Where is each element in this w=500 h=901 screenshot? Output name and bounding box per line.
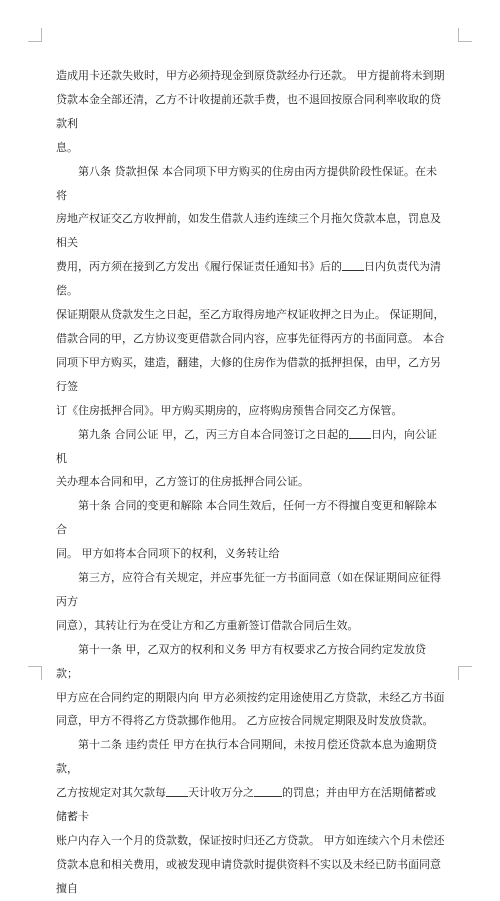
text-line: 房地产权证交乙方收押前，如发生借款人违约连续三个月拖欠贷款本息，罚息及相关 [56,212,441,250]
text-line: 天计收万分之 [188,786,254,800]
fill-in-blank [254,786,282,797]
text-line: 同意，甲方不得将乙方贷款挪作他用。 乙方应按合同规定期限及时发放贷款。 [56,714,434,728]
crop-mark-top-right-h [458,41,472,42]
document-body [56,64,446,901]
text-line: 第十条 合同的变更和解除 本合同生效后，任何一方不得擅自变更和解除本合 [56,499,437,537]
crop-mark-bottom-right-v [458,666,459,680]
text-line: 日内负责代为清偿。 [56,260,441,298]
paragraph-repayment [56,64,446,160]
paragraph-article-12-liability [56,733,446,900]
text-line: 造成用卡还款失败时，甲方必须持现金到原贷款经办行还款。 甲方提前将未到期 [56,69,445,82]
text-line: 保证期限从贷款发生之日起，至乙方取得房地产权证收押之日为止。 保证期间， [56,308,445,322]
text-line: 日内，向公证机 [56,427,437,465]
text-line: 的罚息；并由甲方在活期储蓄或储蓄卡 [56,786,436,824]
text-line: 订《住房抵押合同》。甲方购买期房的，应将购房预售合同交乙方保管。 [56,403,403,417]
crop-mark-top-right-v [458,28,459,42]
paragraph-article-11-rights [56,638,446,734]
text-line: 同。 甲方如将本合同项下的权利，义务转让给 [56,547,280,561]
text-line: 费用，丙方须在接到乙方发出《履行保证责任通知书》后的 [56,260,342,274]
text-line: 同意），其转让行为在受让方和乙方重新签订借款合同后生效。 [56,618,359,632]
fill-in-blank [349,428,371,439]
crop-mark-top-left-v [41,28,42,42]
text-line: 借款合同的甲，乙方协议变更借款合同内容，应事先征得丙方的书面同意。 本合 [56,331,445,345]
text-line: 同项下甲方购买，建造，翻建，大修的住房作为借款的抵押担保，由甲，乙方另行签 [56,355,441,393]
text-line: 账户内存入一个月的贷款数，保证按时归还乙方贷款。 甲方如连续六个月未偿还 [56,834,445,847]
text-line: 贷款本息和相关费用，或被发现申请贷款时提供资料不实以及未经已防书面同意擅自 [56,857,441,895]
crop-mark-top-left-h [28,41,42,42]
paragraph-article-8-guarantee [56,160,446,423]
text-line: 乙方按规定对其欠款每 [56,786,166,800]
text-line: 第八条 贷款担保 本合同项下甲方购买的住房由丙方提供阶段性保证。在未将 [56,164,437,202]
fill-in-blank [166,786,188,797]
text-line: 甲方应在合同约定的期限内向 甲方必须按约定用途使用乙方贷款，未经乙方书面 [56,690,445,704]
crop-mark-bottom-left-h [28,666,42,667]
paragraph-article-10-amendment [56,494,446,566]
paragraph-third-party [56,566,446,638]
text-line: 贷款本金全部还清，乙方不计收提前还款手费，也不退回按原合同利率收取的贷款利 [56,92,441,130]
fill-in-blank [342,260,364,271]
text-line: 第十二条 违约责任 甲方在执行本合同期间，未按月偿还贷款本息为逾期贷款， [56,738,437,776]
text-line: 第三方，应符合有关规定，并应事先征一方书面同意（如在保证期间应征得丙方 [56,571,441,608]
text-line: 第十一条 甲，乙双方的权利和义务 甲方有权要求乙方按合同约定发放贷款； [56,642,426,680]
crop-mark-bottom-left-v [41,666,42,680]
text-line: 第九条 合同公证 甲，乙，丙三方自本合同签订之日起的 [78,427,349,441]
text-line: 息。 [56,140,78,154]
crop-mark-bottom-right-h [458,666,472,667]
paragraph-article-9-notarization [56,423,446,495]
text-line: 关办理本合同和甲，乙方签订的住房抵押合同公证。 [56,475,309,489]
